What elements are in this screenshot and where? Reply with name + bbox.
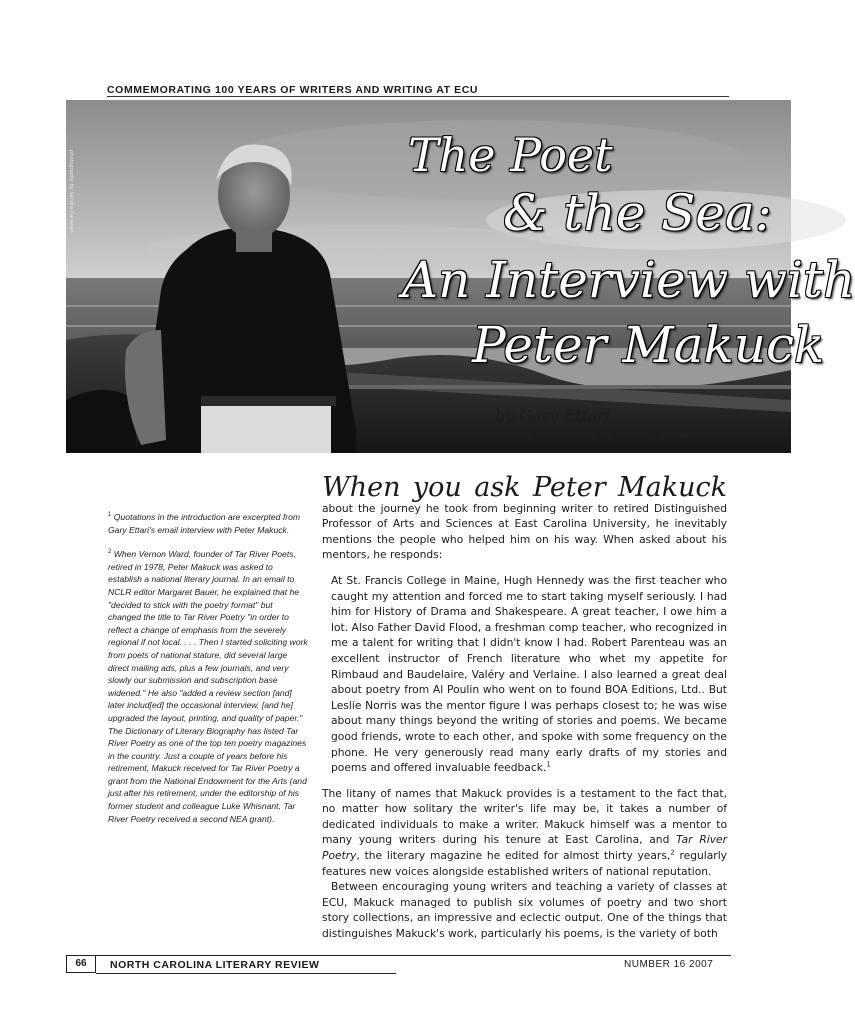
title-line-2: & the Sea: [503,184,772,242]
footnote-number: 2 [108,549,112,556]
header-rule [107,96,729,97]
running-header [107,78,729,97]
footnote-text: When Vernon Ward, founder of Tar River Poets, retired in 1978, Peter Makuck was asked to establish a national literary journal. In an email to NCLR editor Margaret Bauer, he explained that he "decided to stick with the poetry format" but changed the title to Tar River Poetry "in order to reflect a change of emphasis from the severely regional if not local. . . . Then I started soliciting work from poets of national stature, did several large direct mailing ads, plus a few journals, and very slowly our submission and subscription base widened." He also "added a review section [and] later includ[ed] the occasional interview, [and he] upgraded the layout, printing, and quality of paper." The Dictionary of Literary Biography has listed Tar River Poetry as one of the top ten poetry magazines in the country. Just a couple of years before his retirement, Makuck received for Tar River Poetry a grant from the National Endowment for the Arts (and just after his retirement, under the editorship of his former student and colleague Luke Whisnant, Tar River Poetry received a second NEA grant). [108,549,308,824]
side-photo-credit: photography by Sandra Carawan [68,150,74,233]
footer-rule [66,955,731,956]
quote-text: At St. Francis College in Maine, Hugh Hennedy was the first teacher who caught my attention and forced me to start taking myself seriously. I had him for History of Drama and Shakespeare. A great teacher, I owe him a lot. Also Father David Flood, a freshman comp teacher, who recognized in me a talent for writing that I didn't know I had. Robert Parenteau was an excellent instructor of French literature who whet my appetite for Rimbaud and Baudelaire, Valéry and Verlaine. I also learned a great deal about poetry from Al Poulin who went on to found BOA Editions, Ltd.. But Leslie Norris was the mentor figure I was perhaps closest to; he was wise about many things beyond the writing of stories and poems. We became good friends, wrote to each other, and spoke with some frequency on the phone. He very generously read many early drafts of my stories and poems and offered invaluable feedback. [331,573,727,775]
magazine-name: NORTH CAROLINA LITERARY REVIEW [110,959,320,971]
footnote-text: Quotations in the introduction are excerpted from Gary Ettari's email interview with Peter Makuck. [108,512,301,535]
byline: by Gary Ettari [495,406,611,425]
intro-paragraph [322,472,727,563]
title-line-3: An Interview with [402,251,855,309]
article-body [322,472,728,942]
quote-footnote-ref: 1 [546,760,551,769]
journal-title: Tar River Poetry [322,833,728,863]
body-text: regularly features new voices alongside established writers of national reputation. [322,849,727,878]
decorative-opening: When you ask Peter Makuck [322,472,727,503]
block-quote [322,573,727,776]
footnote-number: 1 [108,512,112,518]
body-text: The litany of names that Makuck provides is a testament to the fact that, no matter how solitary the writer's life may be, it takes a number of dedicated individuals to make a writer. Makuck himself was a mentor to many young writers during his tenure at East Carolina, and [322,786,727,847]
footer-underline [96,973,396,974]
header-title: COMMEMORATING 100 YEARS OF WRITERS AND WRITING AT ECU [107,84,479,96]
footnote-1 [108,511,308,536]
body-paragraph-2 [322,786,727,880]
page-number: 66 [66,956,96,973]
footnote-2 [108,548,308,825]
issue-number: NUMBER 16 2007 [624,959,714,970]
photo-credit: with photography by Sandra Carawan [512,429,696,440]
footnotes-column [108,511,308,837]
intro-text: about the journey he took from beginning writer to retired Distinguished Professor of Arts and Sciences at East Carolina University, he inevitably mentions the people who helped him on his way. When asked about his mentors, he responds: [322,501,727,562]
footnote-ref-2: 2 [670,848,675,857]
title-line-1: The Poet [408,128,613,182]
title-line-4: Peter Makuck [472,316,825,374]
body-paragraph-3: Between encouraging young writers and teaching a variety of classes at ECU, Makuck managed to publish six volumes of poetry and two short story collections, an impressive and eclectic output. One of the things that distinguishes Makuck's work, particularly his poems, is the variety of both [322,880,727,941]
body-text: , the literary magazine he edited for almost thirty years, [356,849,671,863]
